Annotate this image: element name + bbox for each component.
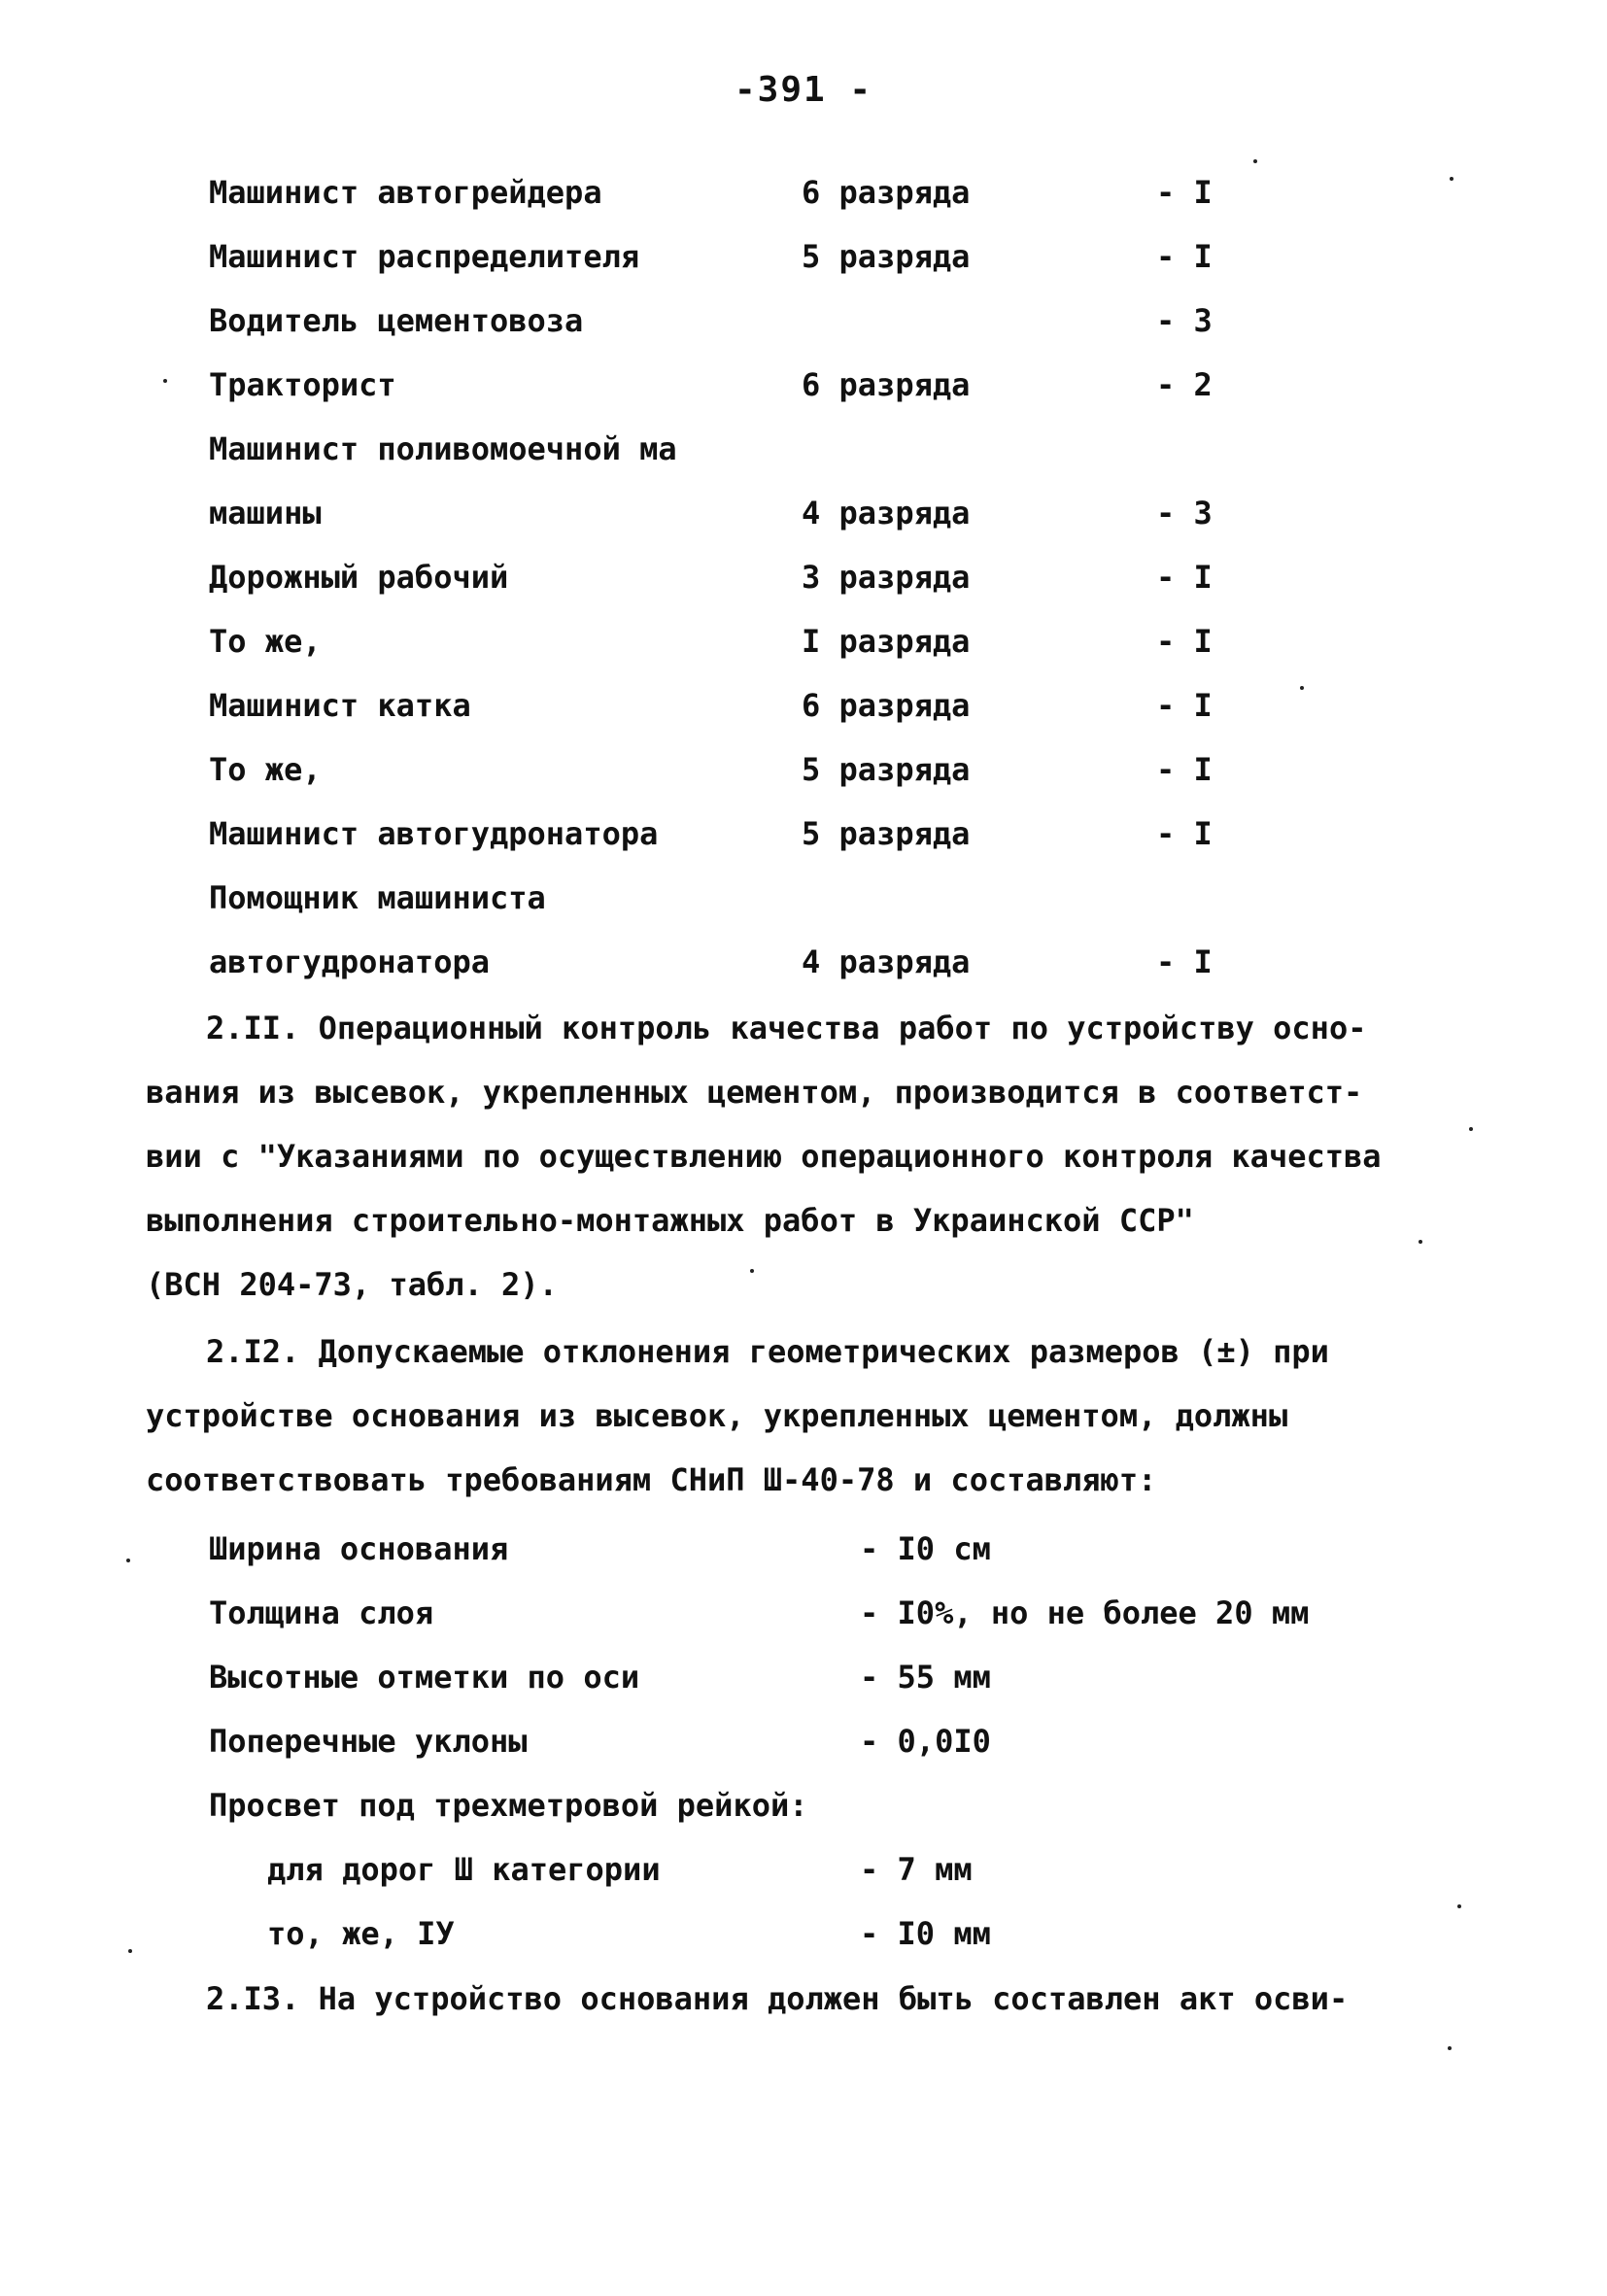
staff-role: Дорожный рабочий xyxy=(209,559,509,596)
staff-role: То же, xyxy=(209,623,322,660)
staff-role: автогудронатора xyxy=(209,943,490,980)
staff-row xyxy=(0,301,1607,340)
staff-count: - 2 xyxy=(1156,366,1213,403)
staff-grade: I разряда xyxy=(802,623,971,660)
staff-role: То же, xyxy=(209,751,322,788)
staff-grade: 6 разряда xyxy=(802,687,971,724)
paragraph-line: 2.II. Операционный контроль качества работ по устройству осно- xyxy=(206,1010,1367,1046)
staff-grade: 4 разряда xyxy=(802,495,971,531)
staff-role: Машинист катка xyxy=(209,687,471,724)
scan-speck xyxy=(126,1559,130,1562)
staff-count: - I xyxy=(1156,815,1213,852)
paragraph-line: выполнения строительно-монтажных работ в Украинской ССР" xyxy=(146,1202,1194,1239)
scan-speck xyxy=(750,1269,754,1273)
staff-grade: 5 разряда xyxy=(802,751,971,788)
staff-role: Машинист автогрейдера xyxy=(209,174,602,211)
staff-count: - 3 xyxy=(1156,302,1213,339)
staff-count: - I xyxy=(1156,559,1213,596)
page-number: -391 - xyxy=(734,70,873,110)
tolerance-label: для дорог Ш категории xyxy=(267,1851,661,1888)
staff-row xyxy=(0,686,1607,725)
staff-count: - I xyxy=(1156,687,1213,724)
staff-grade: 5 разряда xyxy=(802,815,971,852)
tolerance-row xyxy=(0,1722,1607,1761)
scan-speck xyxy=(1419,1240,1422,1244)
staff-row xyxy=(0,237,1607,276)
tolerance-row xyxy=(0,1914,1607,1953)
paragraph-line: вания из высевок, укрепленных цементом, производится в соответст- xyxy=(146,1074,1363,1111)
scan-speck xyxy=(1448,2046,1452,2050)
staff-count: - I xyxy=(1156,623,1213,660)
tolerance-value: - I0%, но не более 20 мм xyxy=(860,1594,1310,1631)
tolerance-label: Ширина основания xyxy=(209,1530,509,1567)
paragraph-line: 2.I2. Допускаемые отклонения геометрических размеров (±) при xyxy=(206,1333,1329,1370)
staff-row xyxy=(0,942,1607,981)
staff-row xyxy=(0,750,1607,789)
paragraph-2-12 xyxy=(146,1319,1487,1512)
staff-count: - 3 xyxy=(1156,495,1213,531)
scan-speck xyxy=(1253,159,1257,163)
tolerance-row xyxy=(0,1786,1607,1825)
tolerance-value: - I0 см xyxy=(860,1530,991,1567)
paragraph-line: устройстве основания из высевок, укрепленных цементом, должны xyxy=(146,1397,1288,1434)
staff-row xyxy=(0,365,1607,404)
paragraph-line: соответствовать требованиям СНиП Ш-40-78 и составляют: xyxy=(146,1461,1157,1498)
tolerance-row xyxy=(0,1850,1607,1889)
staff-count: - I xyxy=(1156,751,1213,788)
staff-role: Машинист поливомоечной ма xyxy=(209,430,677,467)
staff-row xyxy=(0,878,1607,917)
staff-role: Машинист автогудронатора xyxy=(209,815,659,852)
scan-speck xyxy=(128,1949,132,1953)
staff-grade: 5 разряда xyxy=(802,238,971,275)
staff-count: - I xyxy=(1156,174,1213,211)
staff-row xyxy=(0,494,1607,532)
scan-speck xyxy=(1300,686,1304,690)
staff-grade: 6 разряда xyxy=(802,366,971,403)
staff-count: - I xyxy=(1156,238,1213,275)
tolerance-label: Просвет под трехметровой рейкой: xyxy=(209,1787,808,1824)
tolerance-value: - I0 мм xyxy=(860,1915,991,1952)
paragraph-2-11 xyxy=(146,996,1487,1317)
staff-row xyxy=(0,814,1607,853)
paragraph-line: вии с "Указаниями по осуществлению операционного контроля качества xyxy=(146,1138,1382,1175)
paragraph-2-13 xyxy=(146,1967,1487,2031)
tolerance-row xyxy=(0,1529,1607,1568)
scan-speck xyxy=(1450,177,1453,181)
staff-row xyxy=(0,622,1607,661)
tolerance-label: Поперечные уклоны xyxy=(209,1723,528,1760)
scan-speck xyxy=(1457,1904,1461,1908)
tolerance-label: Высотные отметки по оси xyxy=(209,1659,640,1696)
scan-speck xyxy=(163,379,167,383)
scan-speck xyxy=(1469,1127,1473,1131)
tolerance-value: - 7 мм xyxy=(860,1851,973,1888)
tolerance-label: то, же, IУ xyxy=(267,1915,455,1952)
staff-count: - I xyxy=(1156,943,1213,980)
staff-role: Машинист распределителя xyxy=(209,238,640,275)
staff-grade: 3 разряда xyxy=(802,559,971,596)
staff-role: машины xyxy=(209,495,322,531)
tolerance-row xyxy=(0,1658,1607,1696)
staff-role: Тракторист xyxy=(209,366,396,403)
paragraph-line: 2.I3. На устройство основания должен быть составлен акт осви- xyxy=(206,1980,1349,2017)
staff-row xyxy=(0,429,1607,468)
staff-role: Водитель цементовоза xyxy=(209,302,584,339)
staff-grade: 6 разряда xyxy=(802,174,971,211)
staff-grade: 4 разряда xyxy=(802,943,971,980)
staff-role: Помощник машиниста xyxy=(209,879,546,916)
tolerance-value: - 55 мм xyxy=(860,1659,991,1696)
tolerance-value: - 0,0I0 xyxy=(860,1723,991,1760)
staff-row xyxy=(0,558,1607,597)
paragraph-line: (ВСН 204-73, табл. 2). xyxy=(146,1266,558,1303)
tolerance-row xyxy=(0,1593,1607,1632)
staff-row xyxy=(0,173,1607,212)
tolerance-label: Толщина слоя xyxy=(209,1594,434,1631)
